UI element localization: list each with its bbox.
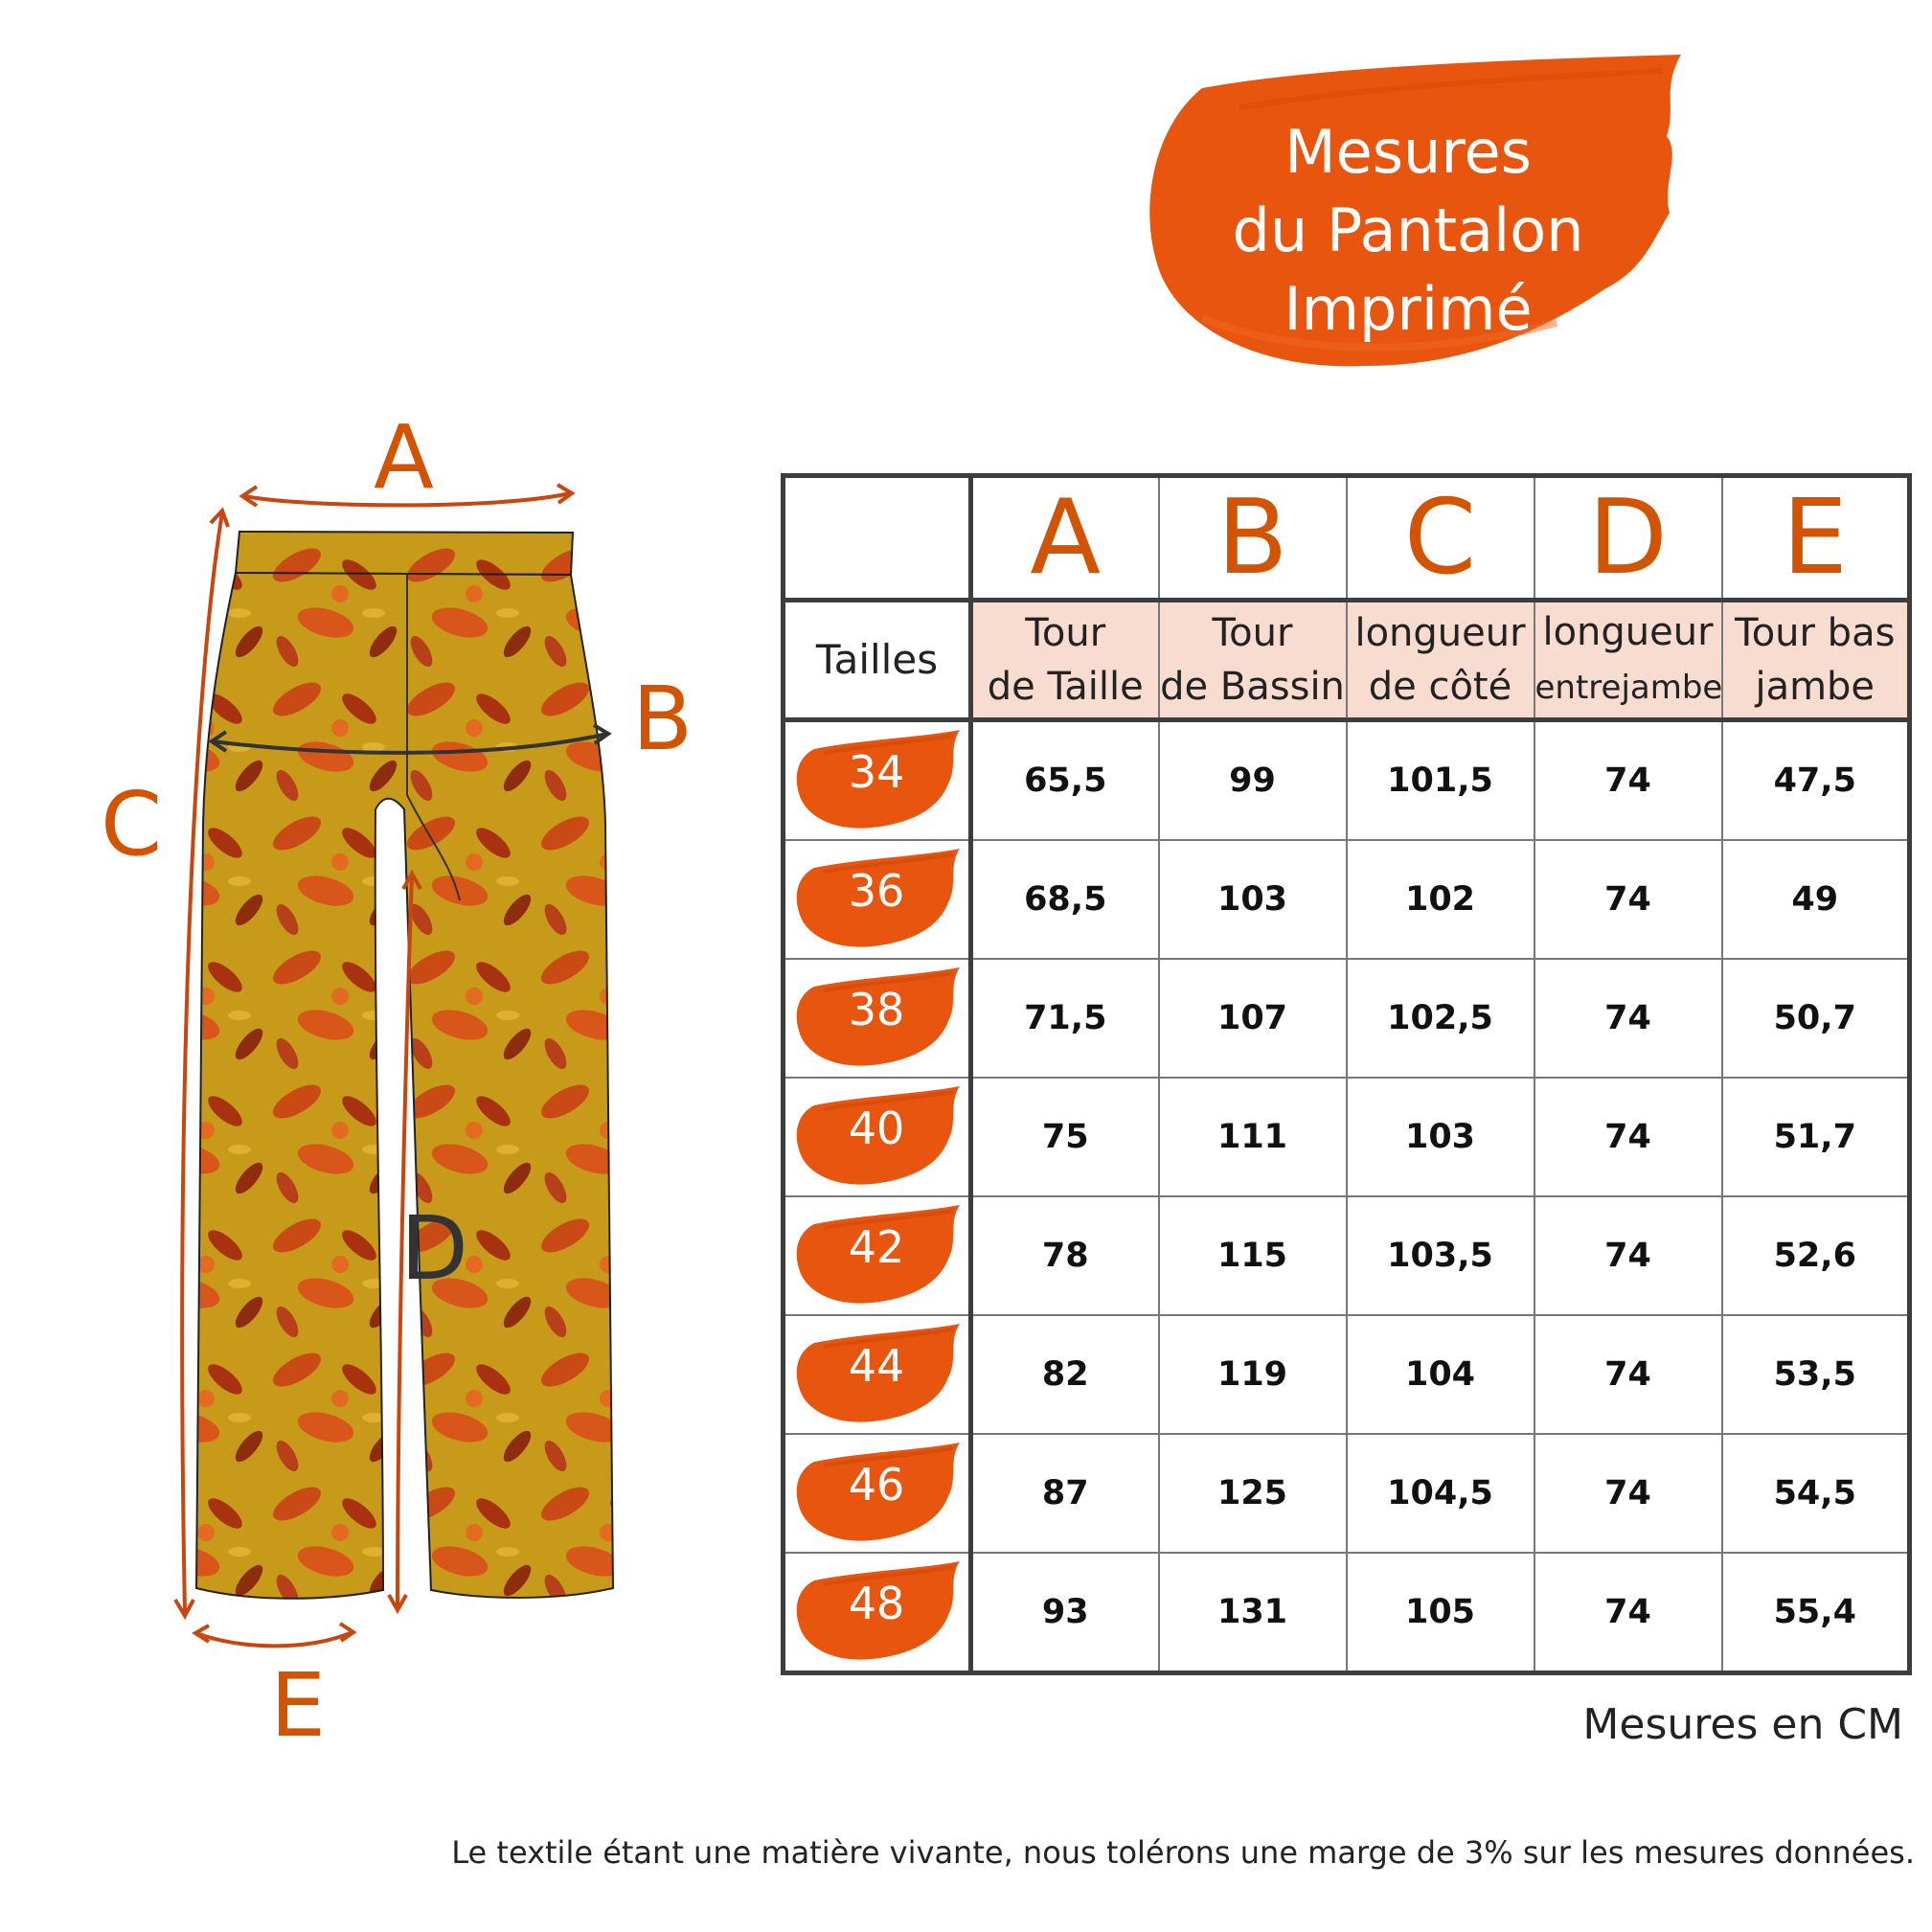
column-label-line: Tour [1212,611,1293,655]
label-header-row [784,601,1910,720]
size-cell [784,1434,971,1553]
column-label [971,601,1159,720]
measurement-value: 111 [1159,1078,1347,1196]
pants-illustration [86,406,757,1734]
column-letter: C [1347,476,1534,601]
table-row [784,1315,1910,1434]
measurement-value: 53,5 [1722,1315,1910,1434]
size-number: 38 [848,984,905,1035]
column-label-line: longueur [1542,610,1714,654]
size-number: 36 [848,865,905,917]
size-badge [795,847,963,952]
measurement-value: 101,5 [1347,720,1534,841]
measurement-value: 55,4 [1722,1553,1910,1673]
column-label-line: de Taille [987,665,1144,709]
size-number: 40 [848,1102,905,1154]
units-note: Mesures en CM [1582,1700,1903,1749]
measurement-value: 50,7 [1722,959,1910,1078]
measurement-value: 68,5 [971,840,1159,959]
size-badge [795,1322,963,1427]
measurement-value: 119 [1159,1315,1347,1434]
measurement-value: 104,5 [1347,1434,1534,1553]
dimension-label-e: E [270,1654,327,1757]
title-line-1: Mesures [1284,117,1532,187]
measurement-value: 125 [1159,1434,1347,1553]
dimension-label-c: C [101,773,163,875]
column-label-line: Tour [1025,611,1106,655]
column-label-line: Tour bas [1735,611,1896,655]
column-letter: D [1534,476,1722,601]
measurement-value: 74 [1534,959,1722,1078]
corner-cell [784,476,971,601]
column-label-line: entrejambe [1534,669,1723,707]
measurement-value: 75 [971,1078,1159,1196]
size-badge [795,1084,963,1190]
measurement-value: 47,5 [1722,720,1910,841]
table-row [784,1434,1910,1553]
table-row [784,840,1910,959]
dimension-label-a: A [374,406,434,509]
measurement-value: 74 [1534,1196,1722,1315]
size-badge [795,1559,963,1665]
measurement-value: 104 [1347,1315,1534,1434]
measurement-value: 49 [1722,840,1910,959]
measurement-value: 54,5 [1722,1434,1910,1553]
measurement-value: 65,5 [971,720,1159,841]
measurement-value: 115 [1159,1196,1347,1315]
measurement-value: 87 [971,1434,1159,1553]
dimension-label-d: D [400,1197,468,1300]
size-badge [795,1441,963,1546]
measurement-value: 105 [1347,1553,1534,1673]
measurement-value: 102,5 [1347,959,1534,1078]
column-label-line: jambe [1755,665,1875,709]
size-table [781,473,1912,1675]
column-label-line: longueur [1354,611,1526,655]
measurement-value: 107 [1159,959,1347,1078]
column-letter: B [1159,476,1347,601]
measurement-value: 103 [1159,840,1347,959]
size-number: 34 [848,746,905,798]
column-letter: A [971,476,1159,601]
size-badge [795,966,963,1071]
size-number: 48 [848,1578,905,1629]
measurement-value: 78 [971,1196,1159,1315]
column-letter: E [1722,476,1910,601]
measurement-value: 71,5 [971,959,1159,1078]
size-number: 46 [848,1459,905,1511]
measurement-value: 74 [1534,1553,1722,1673]
letter-header-row [784,476,1910,601]
measurement-value: 74 [1534,1434,1722,1553]
table-row [784,1553,1910,1673]
size-cell [784,1196,971,1315]
measurement-value: 74 [1534,720,1722,841]
size-cell [784,959,971,1078]
measurement-value: 52,6 [1722,1196,1910,1315]
title-line-2: du Pantalon [1232,195,1584,265]
measurement-value: 103 [1347,1078,1534,1196]
column-label [1159,601,1347,720]
dimension-label-b: B [632,668,693,770]
size-number: 42 [848,1221,905,1273]
size-cell [784,1078,971,1196]
column-label [1534,601,1722,720]
measurement-value: 74 [1534,1315,1722,1434]
table-row [784,959,1910,1078]
measurement-value: 74 [1534,1078,1722,1196]
column-label [1722,601,1910,720]
measurement-value: 51,7 [1722,1078,1910,1196]
measurement-value: 93 [971,1553,1159,1673]
size-cell [784,1315,971,1434]
size-cell [784,840,971,959]
measurement-value: 74 [1534,840,1722,959]
size-badge [795,1203,963,1308]
column-label-line: de Bassin [1160,665,1345,709]
size-badge [795,728,963,833]
measurement-value: 103,5 [1347,1196,1534,1315]
table-row [784,720,1910,841]
tailles-header: Tailles [784,601,971,720]
size-cell [784,1553,971,1673]
table-row [784,1196,1910,1315]
title-line-3: Imprimé [1284,274,1533,344]
column-label [1347,601,1534,720]
measurement-value: 102 [1347,840,1534,959]
measurement-value: 82 [971,1315,1159,1434]
measurement-value: 99 [1159,720,1347,841]
column-label-line: de côté [1368,665,1512,709]
measurement-value: 131 [1159,1553,1347,1673]
table-row [784,1078,1910,1196]
tolerance-footnote: Le textile étant une matière vivante, nous tolérons une marge de 3% sur les mesures données. [451,1834,1915,1871]
size-rows [784,720,1910,1673]
size-cell [784,720,971,841]
size-number: 44 [848,1340,905,1392]
page-title [1145,113,1671,349]
